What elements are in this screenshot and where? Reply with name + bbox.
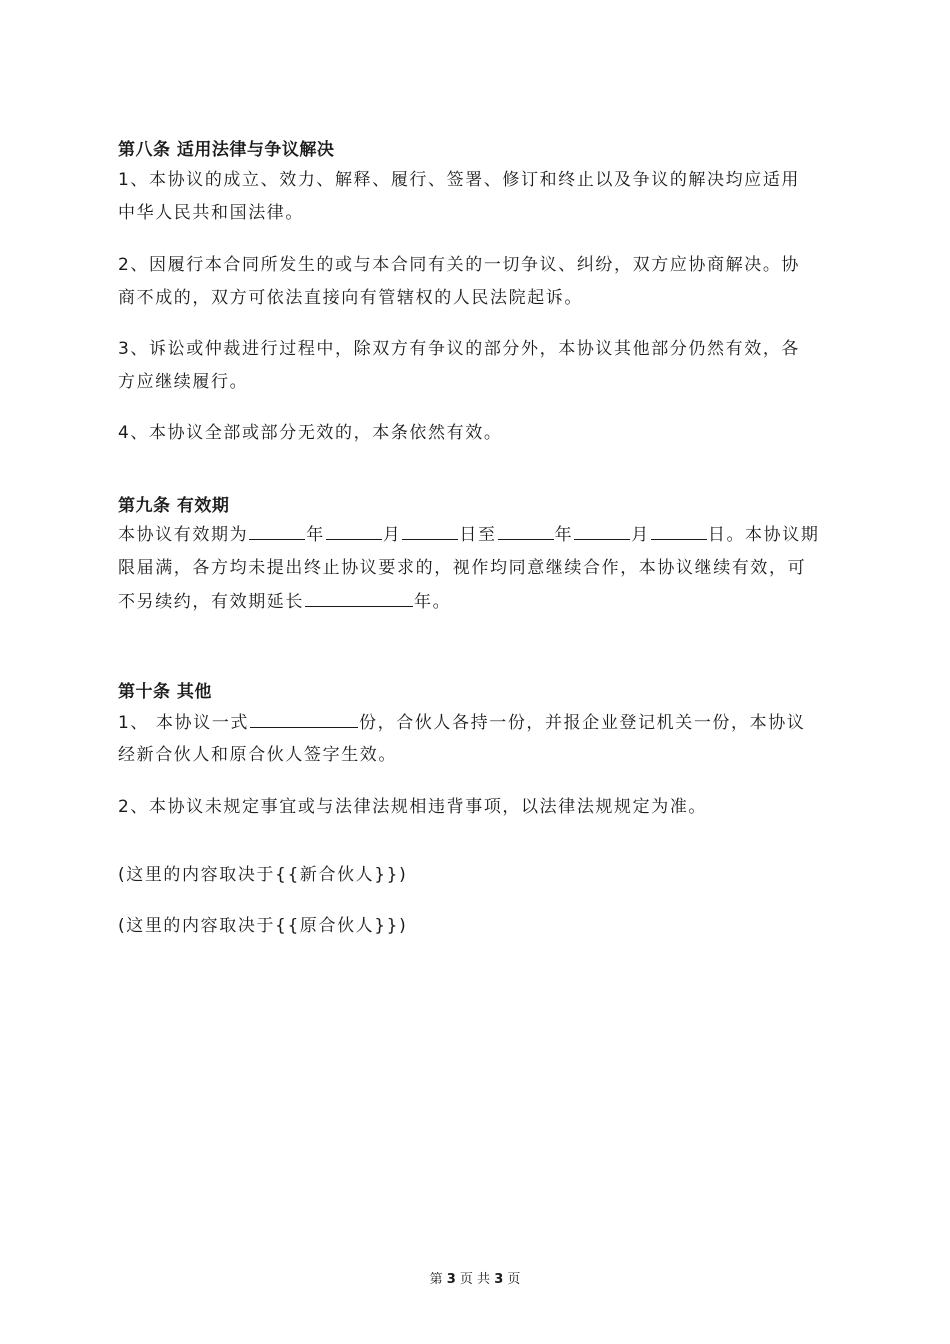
section-10-title: 第十条 其他 (118, 682, 212, 702)
current-page-number: 3 (446, 1272, 456, 1287)
end-month-blank (574, 523, 630, 540)
section-8-p3-line1: 3、诉讼或仲裁进行过程中，除双方有争议的部分外，本协议其他部分仍然有效，各 (118, 339, 801, 359)
section-10-p2: 2、本协议未规定事宜或与法律法规相违背事项，以法律法规规定为准。 (118, 797, 708, 817)
start-day-blank (402, 523, 458, 540)
validity-text-start: 本协议有效期为 (118, 525, 249, 545)
section-9-line1 (118, 523, 819, 546)
section-8-p4: 4、本协议全部或部分无效的，本条依然有效。 (118, 423, 503, 443)
section-8-p3-line2: 方应继续履行。 (118, 372, 249, 392)
year-label: 年 (554, 525, 574, 545)
section-8-p2-line1: 2、因履行本合同所发生的或与本合同有关的一切争议、纠纷，双方应协商解决。协 (118, 255, 801, 275)
month-label: 月 (382, 525, 402, 545)
section-8-title: 第八条 适用法律与争议解决 (118, 140, 335, 160)
extension-unit: 年。 (414, 592, 452, 612)
copies-count-blank (250, 711, 358, 728)
year-label: 年 (306, 525, 325, 545)
end-day-blank (651, 523, 707, 540)
section-9-line3 (118, 590, 451, 613)
section-8-p1-line2: 中华人民共和国法律。 (118, 203, 304, 223)
validity-text-end: 日。本协议期 (707, 525, 820, 545)
total-page-number: 3 (494, 1272, 504, 1287)
start-year-blank (249, 523, 305, 540)
day-to-label: 日至 (459, 525, 497, 545)
start-month-blank (326, 523, 382, 540)
section-10-p1-line2: 经新合伙人和原合伙人签字生效。 (118, 745, 397, 765)
extension-years-blank (305, 590, 413, 607)
footer-mid: 页 共 (459, 1272, 491, 1287)
copies-text-end: 份，合伙人各持一份，并报企业登记机关一份，本协议 (359, 713, 806, 733)
page-footer (0, 1268, 950, 1287)
section-9-line2: 限届满，各方均未提出终止协议要求的，视作均同意继续合作，本协议继续有效，可 (118, 558, 807, 578)
extension-text: 不另续约，有效期延长 (118, 592, 304, 612)
section-9-title: 第九条 有效期 (118, 496, 230, 516)
new-partner-placeholder: (这里的内容取决于{{新合伙人}}) (118, 865, 408, 885)
section-8-p1-line1: 1、本协议的成立、效力、解释、履行、签署、修订和终止以及争议的解决均应适用 (118, 170, 801, 190)
footer-prefix: 第 (429, 1272, 443, 1287)
section-8-p2-line2: 商不成的，双方可依法直接向有管辖权的人民法院起诉。 (118, 288, 583, 308)
section-10-p1-line1 (118, 711, 805, 734)
month-label: 月 (631, 525, 650, 545)
end-year-blank (498, 523, 554, 540)
old-partner-placeholder: (这里的内容取决于{{原合伙人}}) (118, 916, 408, 936)
copies-text-start: 1、 本协议一式 (118, 713, 250, 733)
footer-suffix: 页 (507, 1272, 521, 1287)
